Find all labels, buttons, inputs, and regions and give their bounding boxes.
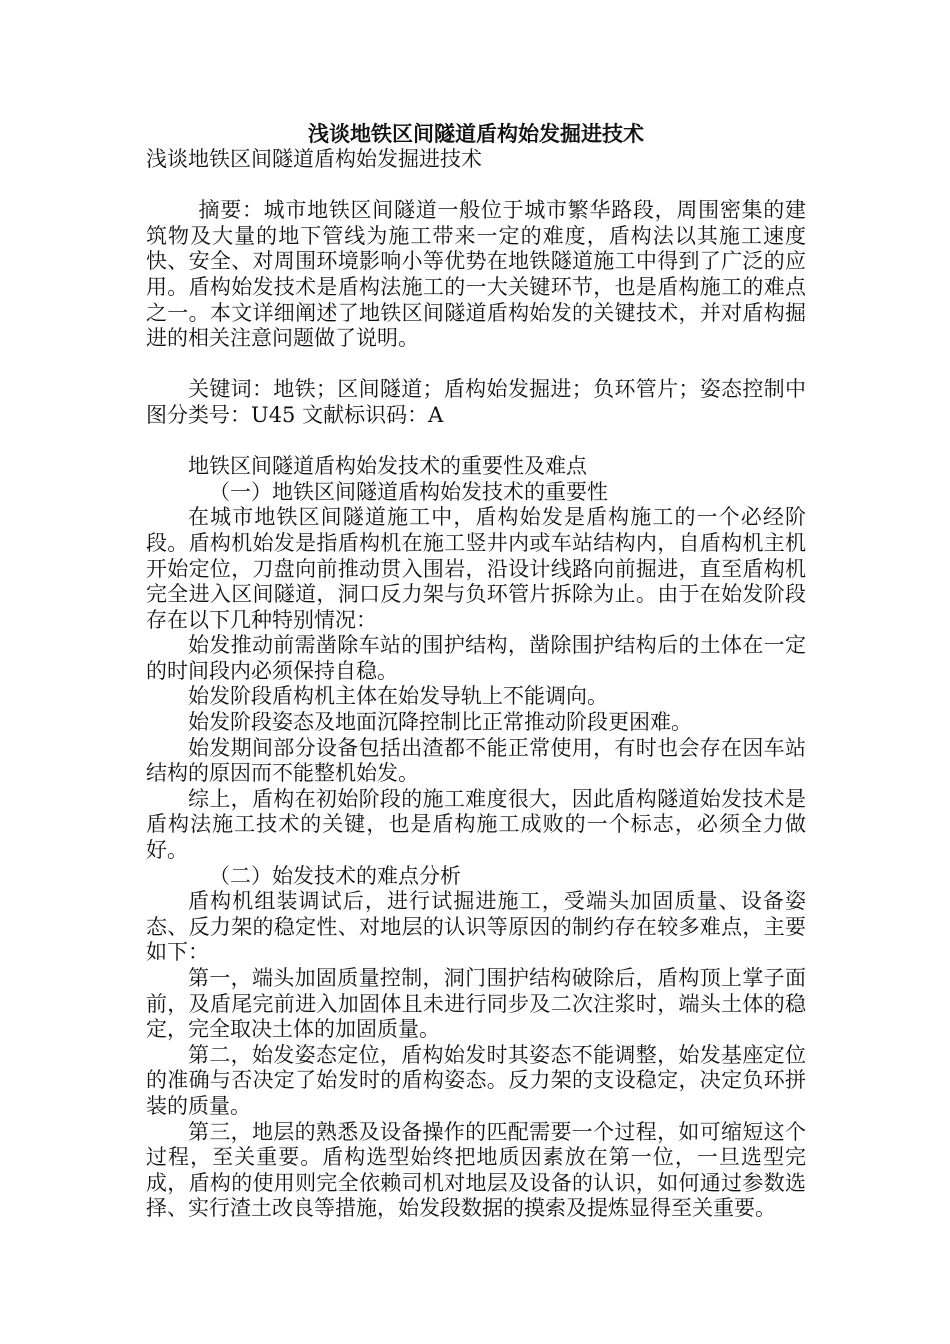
body-paragraph: 始发推动前需凿除车站的围护结构，凿除围护结构后的土体在一定的时间段内必须保持自稳。 (146, 633, 806, 683)
body-paragraph: 第一，端头加固质量控制，洞门围护结构破除后，盾构顶上掌子面前，及盾尾完前进入加固体且未进行同步及二次注浆时，端头土体的稳定，完全取决土体的加固质量。 (146, 966, 806, 1042)
section-heading: 地铁区间隧道盾构始发技术的重要性及难点 (188, 454, 587, 479)
body-paragraph: 盾构机组装调试后，进行试掘进施工，受端头加固质量、设备姿态、反力架的稳定性、对地层的认识等原因的制约存在较多难点，主要如下： (146, 889, 806, 965)
blank-line (146, 173, 806, 199)
subsection-heading-1: （一）地铁区间隧道盾构始发技术的重要性 (209, 479, 608, 504)
body-paragraph: 始发阶段姿态及地面沉降控制比正常推动阶段更困难。 (188, 710, 692, 735)
blank-line (146, 429, 806, 455)
body-paragraph: 始发阶段盾构机主体在始发导轨上不能调向。 (188, 684, 608, 709)
abstract-paragraph: 摘要：城市地铁区间隧道一般位于城市繁华路段，周围密集的建筑物及大量的地下管线为施工带来一定的难度，盾构法以其施工速度快、安全、对周围环境影响小等优势在地铁隧道施工中得到了广泛的应用。盾构始发技术是盾构法施工的一大关键环节，也是盾构施工的难点之一。本文详细阐述了地铁区间隧道盾构始发的关键技术，并对盾构掘进的相关注意问题做了说明。 (146, 198, 806, 351)
body-paragraph: 综上，盾构在初始阶段的施工难度很大，因此盾构隧道始发技术是盾构法施工技术的关键，也是盾构施工成败的一个标志，必须全力做好。 (146, 786, 806, 863)
document-title: 浅谈地铁区间隧道盾构始发掘进技术 (308, 121, 644, 146)
body-paragraph: 在城市地铁区间隧道施工中，盾构始发是盾构施工的一个必经阶段。盾构机始发是指盾构机在施工竖井内或车站结构内，自盾构机主机开始定位，刀盘向前推动贯入围岩，沿设计线路向前掘进，直至盾构机完全进入区间隧道，洞口反力架与负环管片拆除为止。由于在始发阶段存在以下几种特别情况： (146, 505, 806, 632)
body-paragraph: 始发期间部分设备包括出渣都不能正常使用，有时也会存在因车站结构的原因而不能整机始发。 (146, 735, 806, 786)
body-paragraph: 第三，地层的熟悉及设备操作的匹配需要一个过程，如可缩短这个过程，至关重要。盾构选型始终把地质因素放在第一位，一旦选型完成，盾构的使用则完全依赖司机对地层及设备的认识，如何通过参数选择、实行渣土改良等措施，始发段数据的摸索及提炼显得至关重要。 (146, 1119, 806, 1221)
document-subtitle: 浅谈地铁区间隧道盾构始发掘进技术 (146, 147, 482, 171)
keywords-paragraph: 关键词：地铁；区间隧道；盾构始发掘进；负环管片；姿态控制中图分类号：U45 文献标识码：A (146, 377, 806, 427)
document-body (146, 121, 806, 1222)
blank-line (146, 352, 806, 378)
body-paragraph: 第二，始发姿态定位，盾构始发时其姿态不能调整，始发基座定位的准确与否决定了始发时的盾构姿态。反力架的支设稳定，决定负环拼装的质量。 (146, 1042, 806, 1118)
subsection-heading-2: （二）始发技术的难点分析 (209, 863, 461, 888)
